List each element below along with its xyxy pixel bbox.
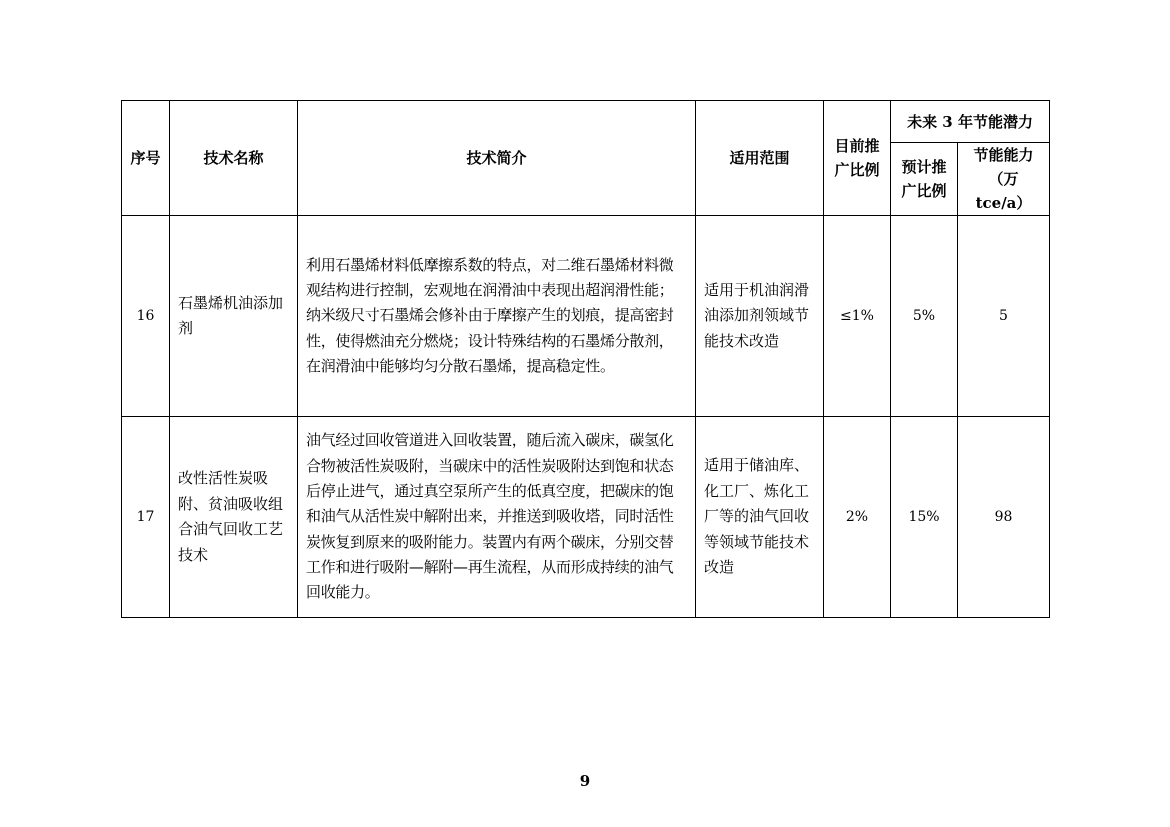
row-saving-capacity: 98 bbox=[958, 417, 1050, 618]
row-seq: 17 bbox=[122, 417, 170, 618]
row-expected-ratio: 15% bbox=[891, 417, 958, 618]
row-scope: 适用于储油库、化工厂、炼化工厂等的油气回收等领域节能技术改造 bbox=[696, 417, 824, 618]
row-name: 改性活性炭吸附、贫油吸收组合油气回收工艺技术 bbox=[170, 417, 298, 618]
table-row bbox=[122, 216, 1050, 417]
header-scope: 适用范围 bbox=[696, 101, 824, 216]
page-number: 9 bbox=[579, 772, 591, 790]
table-row bbox=[122, 417, 1050, 618]
technology-table bbox=[121, 100, 1050, 618]
header-current-ratio: 目前推广比例 bbox=[824, 101, 891, 216]
header-future-potential: 未来 3 年节能潜力 bbox=[891, 101, 1050, 143]
row-current-ratio: 2% bbox=[824, 417, 891, 618]
row-expected-ratio: 5% bbox=[891, 216, 958, 417]
header-intro: 技术简介 bbox=[298, 101, 696, 216]
row-name: 石墨烯机油添加剂 bbox=[170, 216, 298, 417]
header-name: 技术名称 bbox=[170, 101, 298, 216]
row-saving-capacity: 5 bbox=[958, 216, 1050, 417]
row-seq: 16 bbox=[122, 216, 170, 417]
row-intro: 油气经过回收管道进入回收装置，随后流入碳床，碳氢化合物被活性炭吸附，当碳床中的活性炭吸附达到饱和状态后停止进气，通过真空泵所产生的低真空度，把碳床的饱和油气从活性炭中解附出来，并推送到吸收塔，同时活性炭恢复到原来的吸附能力。装置内有两个碳床，分别交替工作和进行吸附—解附—再生流程，从而形成持续的油气回收能力。 bbox=[298, 417, 696, 618]
header-seq: 序号 bbox=[122, 101, 170, 216]
row-intro: 利用石墨烯材料低摩擦系数的特点，对二维石墨烯材料微观结构进行控制，宏观地在润滑油中表现出超润滑性能；纳米级尺寸石墨烯会修补由于摩擦产生的划痕，提高密封性，使得燃油充分燃烧；设计特殊结构的石墨烯分散剂，在润滑油中能够均匀分散石墨烯，提高稳定性。 bbox=[298, 216, 696, 417]
header-expected-ratio: 预计推广比例 bbox=[891, 143, 958, 216]
header-saving-capacity: 节能能力（万 tce/a） bbox=[958, 143, 1050, 216]
row-scope: 适用于机油润滑油添加剂领域节能技术改造 bbox=[696, 216, 824, 417]
row-current-ratio: ≤1% bbox=[824, 216, 891, 417]
